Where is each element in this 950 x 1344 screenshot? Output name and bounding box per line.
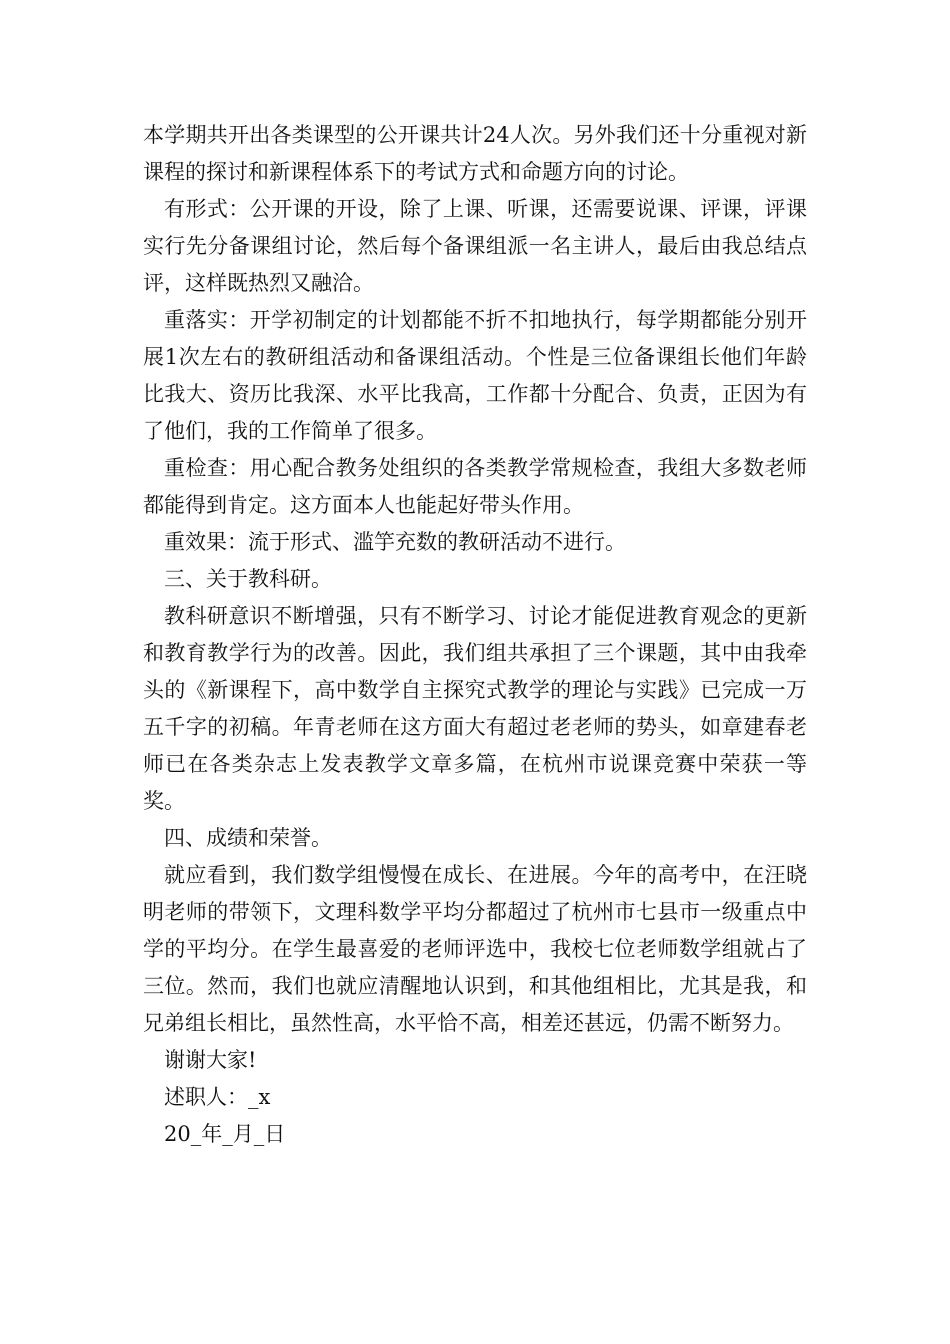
section-heading-4: 四、成绩和荣誉。 [164, 826, 332, 850]
paragraph-2: 有形式：公开课的开设，除了上课、听课，还需要说课、评课，评课实行先分备课组讨论，然后每个备课组派一名主讲人，最后由我总结点评，这样既热烈又融洽。 [143, 197, 807, 295]
paragraph-1: 本学期共开出各类课型的公开课共计24人次。另外我们还十分重视对新课程的探讨和新课程体系下的考试方式和命题方向的讨论。 [143, 123, 807, 184]
paragraph-3: 重落实：开学初制定的计划都能不折不扣地执行，每学期都能分别开展1次左右的教研组活动和备课组活动。个性是三位备课组长他们年龄比我大、资历比我深、水平比我高，工作都十分配合、负责，正因为有了他们，我的工作简单了很多。 [143, 308, 807, 443]
paragraph-9: 就应看到，我们数学组慢慢在成长、在进展。今年的高考中，在汪晓明老师的带领下，文理科数学平均分都超过了杭州市七县市一级重点中学的平均分。在学生最喜爱的老师评选中，我校七位老师数学组就占了三位。然而，我们也就应清醒地认识到，和其他组相比，尤其是我，和兄弟组长相比，虽然性高，水平恰不高，相差还甚远，仍需不断努力。 [143, 863, 807, 1035]
paragraph-4: 重检查：用心配合教务处组织的各类教学常规检查，我组大多数老师都能得到肯定。这方面本人也能起好带头作用。 [143, 456, 807, 517]
paragraph-5: 重效果：流于形式、滥竽充数的教研活动不进行。 [164, 530, 626, 554]
closing-thanks: 谢谢大家! [164, 1048, 257, 1072]
paragraph-7: 教科研意识不断增强，只有不断学习、讨论才能促进教育观念的更新和教育教学行为的改善。因此，我们组共承担了三个课题，其中由我牵头的《新课程下，高中数学自主探究式教学的理论与实践》已完成一万五千字的初稿。年青老师在这方面大有超过老老师的势头，如章建春老师已在各类杂志上发表教学文章多篇，在杭州市说课竞赛中荣获一等奖。 [143, 604, 807, 813]
section-heading-3: 三、关于教科研。 [164, 567, 332, 591]
document-body [143, 117, 807, 1153]
date-line: 20_年_月_日 [164, 1122, 286, 1146]
signature-line: 述职人：_x [164, 1085, 271, 1109]
